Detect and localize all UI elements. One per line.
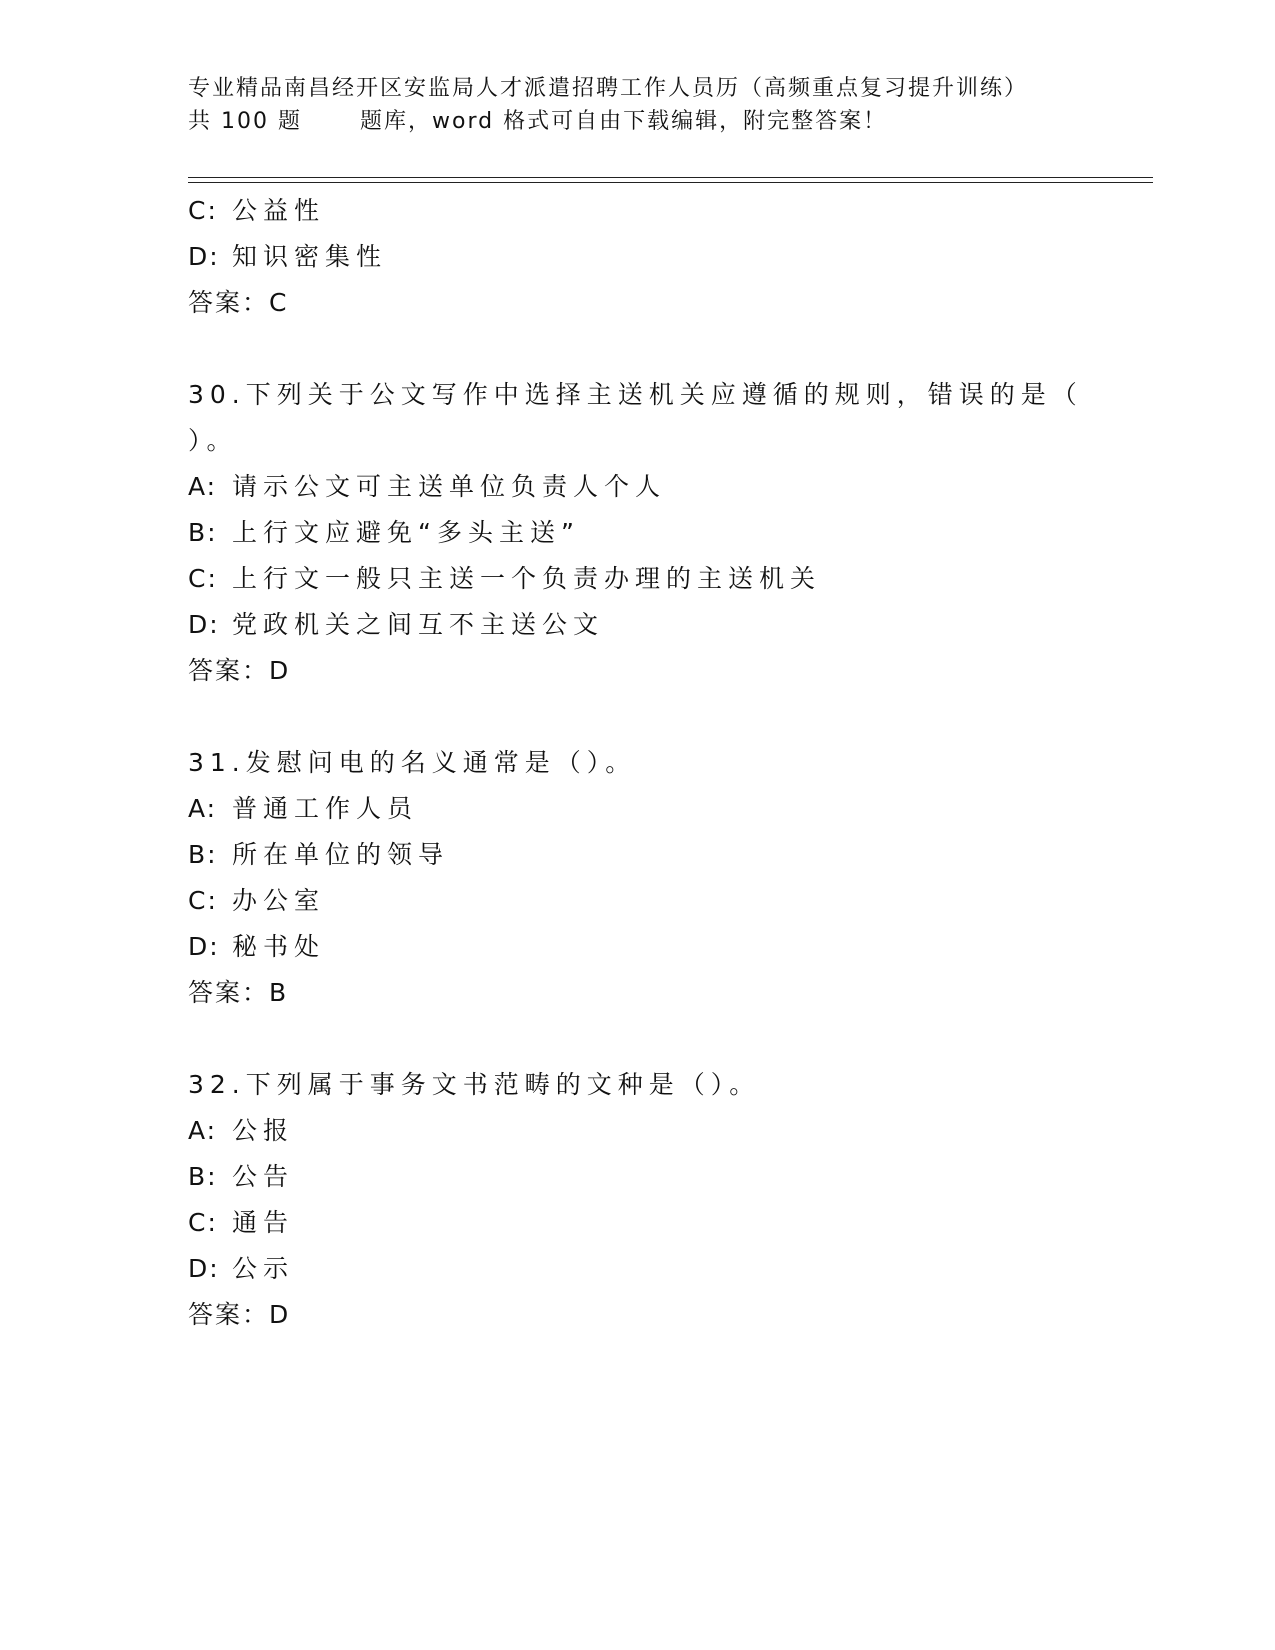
option-label: D:	[188, 1254, 220, 1283]
answer-line	[188, 970, 1148, 1016]
document-subtitle: 题库，word 格式可自由下载编辑，附完整答案！	[360, 109, 888, 134]
question-stem: 32.下列属于事务文书范畴的文种是（）。	[188, 1070, 761, 1099]
option-text: 秘书处	[232, 932, 326, 961]
option-label: A:	[188, 472, 218, 501]
option-text: 党政机关之间互不主送公文	[232, 610, 605, 639]
question-count: 共 100 题	[188, 109, 302, 134]
answer-value: D	[269, 1300, 289, 1329]
option-label: B:	[188, 840, 218, 869]
option-text: 公示	[232, 1254, 295, 1283]
option-line	[188, 602, 1148, 648]
answer-line	[188, 280, 1148, 326]
option-label: C:	[188, 1208, 218, 1237]
question-stem-continued: ）。	[188, 426, 238, 455]
answer-prefix: 答案：	[188, 656, 270, 685]
question-block-31	[188, 740, 1148, 1016]
question-block-30	[188, 372, 1148, 694]
option-line	[188, 1154, 1148, 1200]
option-text: 请示公文可主送单位负责人个人	[232, 472, 667, 501]
option-text: 办公室	[232, 886, 326, 915]
option-label: C:	[188, 196, 218, 225]
option-line	[188, 1108, 1148, 1154]
answer-prefix: 答案：	[188, 288, 270, 317]
option-line	[188, 556, 1148, 602]
answer-value: C	[269, 288, 287, 317]
option-line	[188, 878, 1148, 924]
option-label: B:	[188, 518, 218, 547]
option-line	[188, 832, 1148, 878]
question-block-29	[188, 188, 1148, 326]
option-text: 知识密集性	[232, 242, 388, 271]
document-subtitle-line	[188, 105, 1148, 138]
option-text: 上行文应避免“多头主送”	[232, 518, 580, 547]
answer-line	[188, 1292, 1148, 1338]
header-divider-bottom	[188, 182, 1153, 183]
option-line	[188, 510, 1148, 556]
document-header	[188, 72, 1148, 138]
option-text: 公报	[232, 1116, 295, 1145]
answer-line	[188, 648, 1148, 694]
option-text: 通告	[232, 1208, 295, 1237]
option-line	[188, 188, 1148, 234]
question-stem: 31.发慰问电的名义通常是（）。	[188, 748, 637, 777]
spacer	[188, 326, 1148, 372]
option-line	[188, 464, 1148, 510]
option-label: A:	[188, 794, 218, 823]
option-label: C:	[188, 564, 218, 593]
option-text: 上行文一般只主送一个负责办理的主送机关	[232, 564, 822, 593]
option-label: D:	[188, 610, 220, 639]
question-block-32	[188, 1062, 1148, 1338]
answer-value: D	[269, 656, 289, 685]
option-text: 公告	[232, 1162, 295, 1191]
option-label: D:	[188, 242, 220, 271]
answer-value: B	[269, 978, 287, 1007]
header-divider-top	[188, 177, 1153, 178]
option-line	[188, 786, 1148, 832]
option-label: B:	[188, 1162, 218, 1191]
answer-prefix: 答案：	[188, 1300, 270, 1329]
question-stem: 30.下列关于公文写作中选择主送机关应遵循的规则，错误的是（	[188, 380, 1083, 409]
spacer	[188, 1016, 1148, 1062]
option-label: D:	[188, 932, 220, 961]
option-text: 普通工作人员	[232, 794, 419, 823]
option-line	[188, 1200, 1148, 1246]
option-label: A:	[188, 1116, 218, 1145]
option-label: C:	[188, 886, 218, 915]
spacer	[188, 694, 1148, 740]
option-line	[188, 1246, 1148, 1292]
option-line	[188, 924, 1148, 970]
option-text: 所在单位的领导	[232, 840, 450, 869]
document-title: 专业精品南昌经开区安监局人才派遣招聘工作人员历（高频重点复习提升训练）	[188, 76, 1029, 101]
question-list	[188, 188, 1148, 1338]
option-line	[188, 234, 1148, 280]
answer-prefix: 答案：	[188, 978, 270, 1007]
option-text: 公益性	[232, 196, 326, 225]
